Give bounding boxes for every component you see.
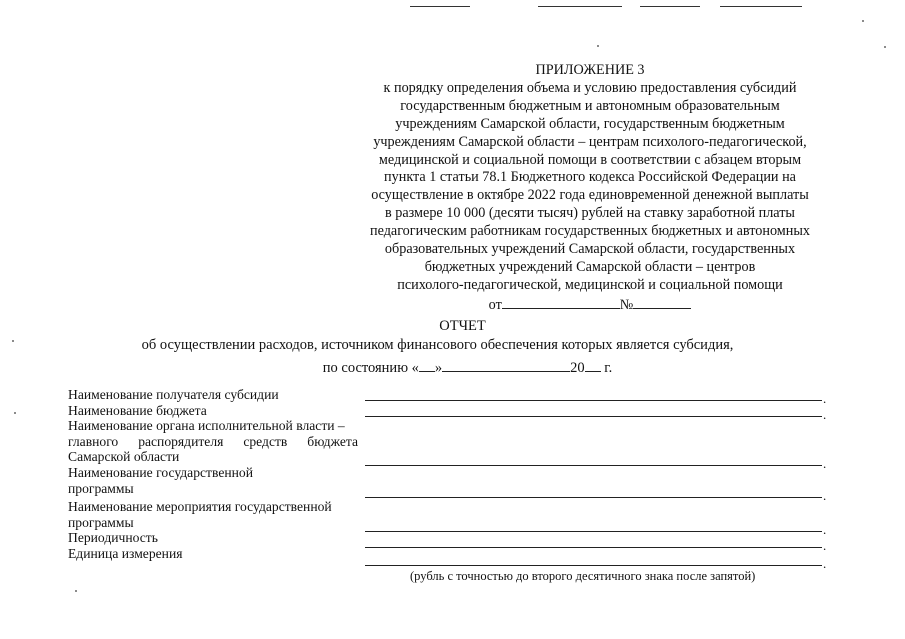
scan-speck [884,46,886,48]
field-end-dot: . [823,556,827,571]
scan-speck [14,412,16,414]
appendix-line: к порядку определения объема и условию предоставления субсидий [383,79,797,96]
date-suffix: г. [604,360,613,376]
appendix-title: ПРИЛОЖЕНИЕ 3 [535,62,645,78]
appendix-line: педагогическим работникам государственных бюджетных и автономных [370,223,810,240]
year-blank [585,358,601,372]
measure-label: Наименование мероприятия государственной [68,499,332,515]
appendix-block [340,62,840,315]
authority-label: Наименование органа исполнительной власти – [68,418,345,434]
scan-speck [597,45,599,47]
report-header [0,317,905,378]
appendix-line: психолого-педагогической, медицинской и социальной помощи [397,276,783,293]
program-label: программы [68,480,134,496]
appendix-line: образовательных учреждений Самарской области, государственных [384,241,796,258]
field-end-dot: . [823,488,827,503]
authority-label: Самарской области [68,449,180,465]
budget-field-line [365,416,822,417]
field-end-dot: . [823,456,827,471]
field-end-dot: . [823,391,827,406]
authority-field-line [365,465,822,466]
periodicity-field-line [365,547,822,548]
periodicity-label: Периодичность [68,530,158,546]
report-subheading: об осуществлении расходов, источником финансового обеспечения которых является субсидия, [141,337,734,353]
measure-field-line [365,531,822,532]
recipient-field-line [365,400,822,401]
scan-line-top [538,6,622,7]
recipient-label: Наименование получателя субсидии [68,387,279,402]
scan-line-top [720,6,802,7]
date-prefix: по состоянию « [322,360,419,376]
unit-field-line [365,565,822,566]
date-blank [502,295,620,309]
appendix-date-number-line [340,295,840,315]
field-end-dot: . [823,522,827,537]
appendix-line: пункта 1 статьи 78.1 Бюджетного кодекса Российской Федерации на [384,169,796,186]
program-field-line [365,497,822,498]
appendix-line: учреждениям Самарской области – центрам психолого-педагогической, [373,133,807,150]
program-label: Наименование государственной [68,464,253,480]
appendix-line: осуществление в октябре 2022 года единовременной денежной выплаты [371,187,809,204]
unit-note: (рубль с точностью до второго десятичного знака после запятой) [410,569,756,583]
date-year: 20 [570,360,585,376]
report-fields [68,387,358,562]
month-blank [442,358,570,372]
appendix-line: бюджетных учреждений Самарской области – центров [424,258,756,275]
scan-line-top [640,6,700,7]
appendix-line: учреждениям Самарской области, государственным бюджетным [395,115,785,132]
report-date-line [0,358,905,378]
number-label: № [619,296,634,313]
scan-speck [862,20,864,22]
day-blank [419,358,435,372]
number-blank [633,295,691,309]
field-end-dot: . [823,538,827,553]
budget-label: Наименование бюджета [68,402,207,418]
scan-speck [12,340,14,342]
scan-line-top [410,6,470,7]
field-end-dot: . [823,407,827,422]
scan-speck [75,590,77,592]
appendix-line: в размере 10 000 (десяти тысяч) рублей на ставку заработной платы [385,205,795,222]
appendix-line: медицинской и социальной помощи в соответствии с абзацем вторым [378,151,802,168]
from-label: от [488,296,502,313]
appendix-line: государственным бюджетным и автономным образовательным [400,97,780,114]
date-mid: » [434,360,443,376]
report-heading: ОТЧЕТ [439,318,486,334]
measure-label: программы [68,514,134,530]
unit-label: Единица измерения [68,545,183,561]
authority-label: главного распорядителя средств бюджета [68,433,358,449]
